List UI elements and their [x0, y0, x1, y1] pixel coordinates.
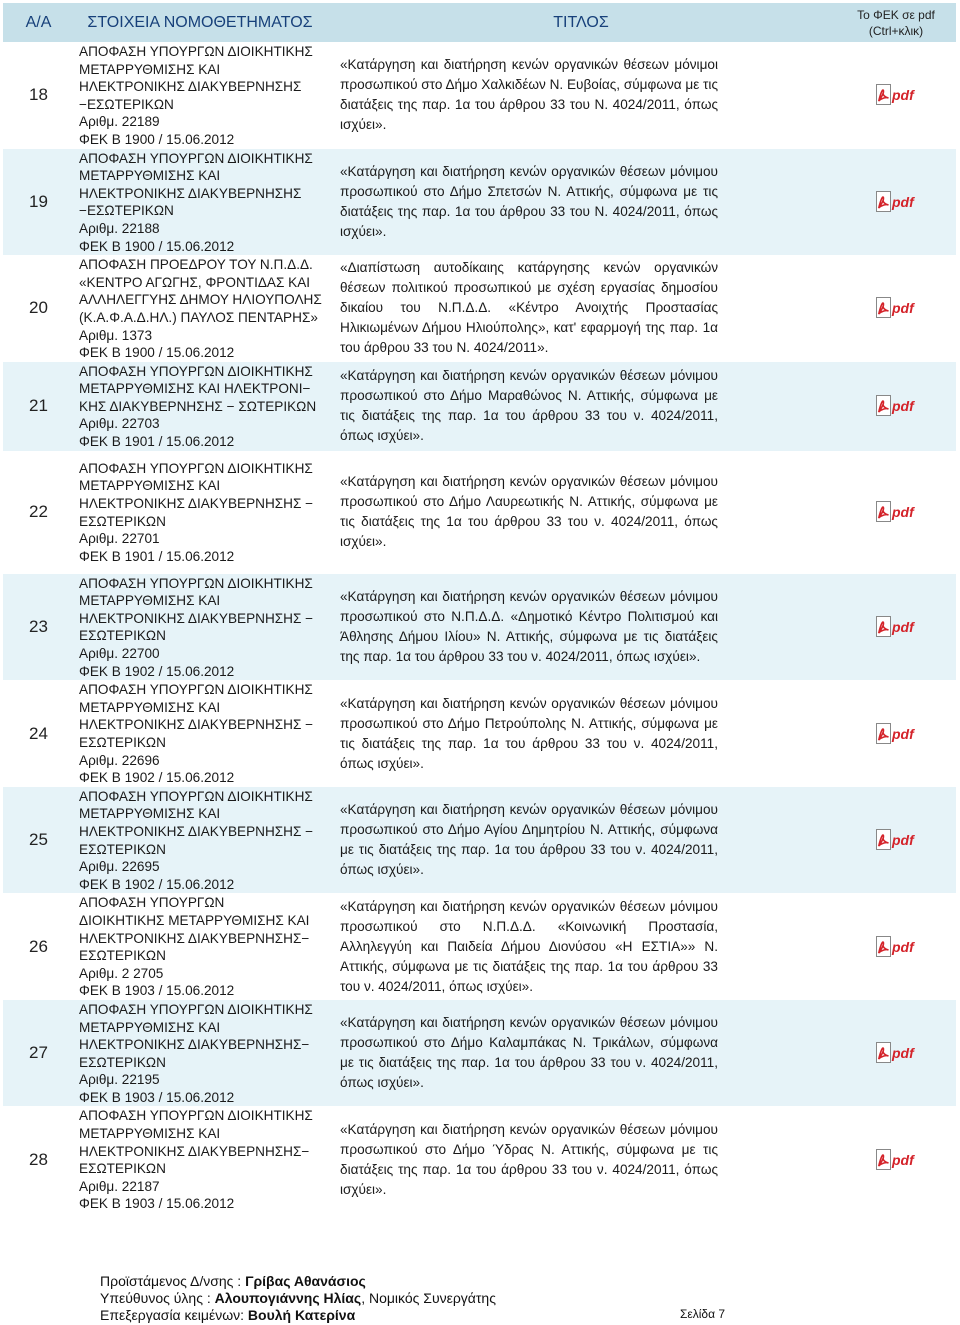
row-pdf-cell — [836, 680, 956, 787]
row-details: ΑΠΟΦΑΣΗ ΥΠΟΥΡΓΩΝ ΔΙΟΙΚΗΤΙΚΗΣ ΜΕΤΑΡΡΥΘΜΙΣΗΣ ΚΑΙ ΗΛΕΚΤΡΟΝΙΚΗΣ ΔΙΑΚΥΒΕΡΝΗΣΗΣ− ΕΣΩΤΕΡΙΚΩΝ Αριθμ. 2 2705 ΦΕΚ Β 1903 / 15.06.2012 — [79, 895, 310, 999]
table-row — [3, 680, 956, 787]
row-pdf-cell — [836, 893, 956, 1000]
row-details: ΑΠΟΦΑΣΗ ΥΠΟΥΡΓΩΝ ΔΙΟΙΚΗΤΙΚΗΣ ΜΕΤΑΡΡΥΘΜΙΣΗΣ ΚΑΙ ΗΛΕΚΤΡΟΝΙ− ΚΗΣ ΔΙΑΚΥΒΕΡΝΗΣΗΣ − ΣΩΤΕΡΙΚΩΝ Αριθμ. 22703 ΦΕΚ Β 1901 / 15.06.2012 — [74, 362, 326, 451]
pdf-link[interactable] — [876, 1044, 916, 1061]
row-number: 24 — [29, 723, 48, 743]
header-aa: Α/Α — [3, 3, 74, 42]
row-details: ΑΠΟΦΑΣΗ ΥΠΟΥΡΓΩΝ ΔΙΟΙΚΗΤΙΚΗΣ ΜΕΤΑΡΡΥΘΜΙΣΗΣ ΚΑΙ ΗΛΕΚΤΡΟΝΙΚΗΣ ΔΙΑΚΥΒΕΡΝΗΣΗΣ −ΕΣΩΤΕΡΙΚΩΝ Αριθμ. 22189 ΦΕΚ Β 1900 / 15.06.2012 — [79, 44, 313, 147]
pdf-link[interactable] — [876, 618, 916, 635]
row-number: 18 — [29, 85, 48, 105]
table-row — [3, 1000, 956, 1107]
row-pdf-cell — [836, 362, 956, 451]
row-pdf-cell — [836, 451, 956, 574]
pdf-icon[interactable] — [876, 1042, 916, 1064]
table-row — [3, 149, 956, 256]
row-number: 20 — [29, 298, 48, 318]
row-details: ΑΠΟΦΑΣΗ ΥΠΟΥΡΓΩΝ ΔΙΟΙΚΗΤΙΚΗΣ ΜΕΤΑΡΡΥΘΜΙΣΗΣ ΚΑΙ ΗΛΕΚΤΡΟΝΙΚΗΣ ΔΙΑΚΥΒΕΡΝΗΣΗΣ − ΕΣΩΤΕΡΙΚΩΝ Αριθμ. 22701 ΦΕΚ Β 1901 / 15.06.2012 — [79, 460, 314, 564]
pdf-link[interactable] — [876, 725, 916, 742]
director-name: Γρίβας Αθανάσιος — [245, 1273, 366, 1289]
pdf-link[interactable] — [876, 193, 916, 210]
pdf-icon-label: pdf — [892, 725, 914, 742]
header-details: ΣΤΟΙΧΕΙΑ ΝΟΜΟΘΕΤΗΜΑΤΟΣ — [74, 3, 326, 42]
pdf-icon[interactable] — [876, 395, 916, 417]
table-row — [3, 1106, 956, 1213]
row-title: «Κατάργηση και διατήρηση κενών οργανικών θέσεων μόνιμου προσωπικού στο Ν.Π.Δ.Δ. «Κοινωνική Προστασία, Αλληλεγγύη και Παιδεία Δήμου Διονύσου «Η ΕΣΤΙΑ»» Ν. Αττικής, σύμφωνα με τις διατάξεις της παρ. 1α του άρθρου 33 του ν. 4024/2011, όπως ισχύει». — [340, 898, 718, 994]
pdf-link[interactable] — [876, 300, 916, 317]
documents-table — [3, 3, 956, 1213]
row-pdf-cell — [836, 787, 956, 894]
pdf-icon-label: pdf — [892, 1151, 914, 1168]
row-pdf-cell — [836, 1000, 956, 1107]
row-title: «Κατάργηση και διατήρηση κενών οργανικών θέσεων μόνιμου προσωπικού στο Δήμο Σπετσών Ν. Αττικής, σύμφωνα με τις διατάξεις της παρ. 1α του άρθρου 33 του Ν. 4024/2011, όπως ισχύει». — [326, 149, 836, 256]
row-details: ΑΠΟΦΑΣΗ ΥΠΟΥΡΓΩΝ ΔΙΟΙΚΗΤΙΚΗΣ ΜΕΤΑΡΡΥΘΜΙΣΗΣ ΚΑΙ ΗΛΕΚΤΡΟΝΙΚΗΣ ΔΙΑΚΥΒΕΡΝΗΣΗΣ − ΕΣΩΤΕΡΙΚΩΝ Αριθμ. 22695 ΦΕΚ Β 1902 / 15.06.2012 — [74, 787, 326, 894]
row-title: «Κατάργηση και διατήρηση κενών οργανικών θέσεων μόνιμου προσωπικού στο Δήμο Λαυρεωτικής Ν. Αττικής, σύμφωνα με τις διατάξεις της 1α του άρθρου 33 του ν. 4024/2011, όπως ισχύει». — [340, 474, 718, 550]
pdf-link[interactable] — [876, 938, 916, 955]
pdf-icon[interactable] — [876, 936, 916, 958]
pdf-icon[interactable] — [876, 84, 916, 106]
pdf-icon-label: pdf — [892, 193, 914, 210]
footer-line-editor: Υπεύθυνος ύλης : Αλουπογιάννης Ηλίας, Νομικός Συνεργάτης — [100, 1290, 496, 1306]
pdf-icon[interactable] — [876, 616, 916, 638]
pdf-icon-label: pdf — [892, 300, 914, 317]
table-row — [3, 893, 956, 1000]
header-pdf: Το ΦΕΚ σε pdf (Ctrl+κλικ) — [836, 3, 956, 42]
row-title: «Διαπίστωση αυτοδίκαιης κατάργησης κενών οργανικών θέσεων πολιτικού προσωπικού με σχέση εργασίας δημοσίου δικαίου του Ν.Π.Δ.Δ. «Κέντρο Ανοιχτής Προστασίας Ηλικιωμένων Δήμου Ηλιούπολης», κατ' εφαρμογή της παρ. 1α του άρθρου 33 του Ν. 4024/2011». — [340, 260, 718, 356]
pdf-icon[interactable] — [876, 723, 916, 745]
pdf-icon-label: pdf — [892, 618, 914, 635]
table-row — [3, 787, 956, 894]
row-title: «Κατάργηση και διατήρηση κενών οργανικών θέσεων μόνιμου προσωπικού στο Ν.Π.Δ.Δ. «Δημοτικό Κέντρο Πολιτισμού και Άθλησης Δήμου Ιλίου» Ν. Αττικής, σύμφωνα με τις διατάξεις της παρ. 1α του άρθρου 33 του ν. 4024/2011, όπως ισχύει». — [326, 574, 836, 681]
table-header — [3, 3, 956, 42]
pdf-icon-label: pdf — [892, 832, 914, 849]
table-row — [3, 362, 956, 451]
pdf-icon[interactable] — [876, 297, 916, 319]
row-details: ΑΠΟΦΑΣΗ ΥΠΟΥΡΓΩΝ ΔΙΟΙΚΗΤΙΚΗΣ ΜΕΤΑΡΡΥΘΜΙΣΗΣ ΚΑΙ ΗΛΕΚΤΡΟΝΙΚΗΣ ΔΙΑΚΥΒΕΡΝΗΣΗΣ− ΕΣΩΤΕΡΙΚΩΝ Αριθμ. 22195 ΦΕΚ Β 1903 / 15.06.2012 — [74, 1000, 326, 1107]
row-details: ΑΠΟΦΑΣΗ ΥΠΟΥΡΓΩΝ ΔΙΟΙΚΗΤΙΚΗΣ ΜΕΤΑΡΡΥΘΜΙΣΗΣ ΚΑΙ ΗΛΕΚΤΡΟΝΙΚΗΣ ΔΙΑΚΥΒΕΡΝΗΣΗΣ − ΕΣΩΤΕΡΙΚΩΝ Αριθμ. 22696 ΦΕΚ Β 1902 / 15.06.2012 — [79, 682, 314, 786]
table-row — [3, 255, 956, 362]
pdf-icon-label: pdf — [892, 1045, 914, 1062]
row-number: 19 — [3, 149, 74, 256]
pdf-icon[interactable] — [876, 191, 916, 213]
row-pdf-cell — [836, 574, 956, 681]
pdf-icon-label: pdf — [892, 938, 914, 955]
row-title: «Κατάργηση και διατήρηση κενών οργανικών θέσεων μόνιμου προσωπικού στο Δήμο Μαραθώνος Ν. Αττικής, σύμφωνα με τις διατάξεις της παρ. 1α του άρθρου 33 του ν. 4024/2011, όπως ισχύει». — [326, 362, 836, 451]
pdf-icon-label: pdf — [892, 87, 914, 104]
row-title: «Κατάργηση και διατήρηση κενών οργανικών θέσεων μόνιμου προσωπικού στο Δήμο Ύδρας Ν. Αττικής, σύμφωνα με τις διατάξεις της παρ. 1α του άρθρου 33 του ν. 4024/2011, όπως ισχύει». — [340, 1121, 718, 1197]
table-row — [3, 451, 956, 574]
pdf-link[interactable] — [876, 397, 916, 414]
row-number: 27 — [3, 1000, 74, 1107]
row-number: 21 — [3, 362, 74, 451]
row-pdf-cell — [836, 149, 956, 256]
row-details: ΑΠΟΦΑΣΗ ΠΡΟΕΔΡΟΥ ΤΟΥ Ν.Π.Δ.Δ. «ΚΕΝΤΡΟ ΑΓΩΓΗΣ, ΦΡΟΝΤΙΔΑΣ ΚΑΙ ΑΛΛΗΛΕΓΓΥΗΣ ΔΗΜΟΥ ΗΛΙΟΥΠΟΛΗΣ (Κ.Α.Φ.Α.Δ.ΗΛ.) ΠΑΥΛΟΣ ΠΕΝΤΑΡΗΣ» Αριθμ. 1373 ΦΕΚ Β 1900 / 15.06.2012 — [79, 257, 322, 361]
pdf-link[interactable] — [876, 831, 916, 848]
row-title: «Κατάργηση και διατήρηση κενών οργανικών θέσεων μόνιμου προσωπικού στο Δήμο Καλαμπάκας Ν. Τρικάλων, σύμφωνα με τις διατάξεις της παρ. 1α του άρθρου 33 του ν. 4024/2011, όπως ισχύει». — [326, 1000, 836, 1107]
row-number: 26 — [29, 936, 48, 956]
row-number: 25 — [3, 787, 74, 894]
row-title: «Κατάργηση και διατήρηση κενών οργανικών θέσεων μόνιμου προσωπικού στο Δήμο Αγίου Δημητρίου Ν. Αττικής, σύμφωνα με τις διατάξεις της παρ. 1α του άρθρου 33 του ν. 4024/2011, όπως ισχύει». — [326, 787, 836, 894]
pdf-link[interactable] — [876, 87, 916, 104]
footer-line-director: Προϊστάμενος Δ/νσης : Γρίβας Αθανάσιος — [100, 1273, 366, 1289]
pdf-icon-label: pdf — [892, 398, 914, 415]
row-title: «Κατάργηση και διατήρηση κενών οργανικών θέσεων μόνιμοι προσωπικού στο Δήμο Χαλκιδέων Ν. Ευβοίας, σύμφωνα με τις διατάξεις της παρ. 1α του άρθρου 33 του Ν. 4024/2011, όπως ισχύει». — [340, 57, 718, 133]
row-pdf-cell — [836, 42, 956, 149]
row-title: «Κατάργηση και διατήρηση κενών οργανικών θέσεων μόνιμου προσωπικού στο Δήμο Πετρούπολης Ν. Αττικής, σύμφωνα με τις διατάξεις της παρ. 1α του άρθρου 33 του ν. 4024/2011, όπως ισχύει». — [340, 695, 718, 771]
processor-name: Βουλή Κατερίνα — [247, 1307, 356, 1323]
row-details: ΑΠΟΦΑΣΗ ΥΠΟΥΡΓΩΝ ΔΙΟΙΚΗΤΙΚΗΣ ΜΕΤΑΡΡΥΘΜΙΣΗΣ ΚΑΙ ΗΛΕΚΤΡΟΝΙΚΗΣ ΔΙΑΚΥΒΕΡΝΗΣΗΣ −ΕΣΩΤΕΡΙΚΩΝ Αριθμ. 22188 ΦΕΚ Β 1900 / 15.06.2012 — [74, 149, 326, 256]
page-number: Σελίδα 7 — [680, 1307, 726, 1321]
pdf-icon[interactable] — [876, 501, 916, 523]
pdf-link[interactable] — [876, 503, 916, 520]
row-number: 23 — [3, 574, 74, 681]
editor-name: Αλουπογιάννης Ηλίας — [214, 1290, 362, 1306]
row-pdf-cell — [836, 1106, 956, 1213]
pdf-icon[interactable] — [876, 829, 916, 851]
row-number: 28 — [29, 1149, 48, 1169]
table-row — [3, 42, 956, 149]
header-title: ΤΙΤΛΟΣ — [326, 3, 836, 42]
pdf-icon[interactable] — [876, 1149, 916, 1171]
table-row — [3, 574, 956, 681]
row-details: ΑΠΟΦΑΣΗ ΥΠΟΥΡΓΩΝ ΔΙΟΙΚΗΤΙΚΗΣ ΜΕΤΑΡΡΥΘΜΙΣΗΣ ΚΑΙ ΗΛΕΚΤΡΟΝΙΚΗΣ ΔΙΑΚΥΒΕΡΝΗΣΗΣ− ΕΣΩΤΕΡΙΚΩΝ Αριθμ. 22187 ΦΕΚ Β 1903 / 15.06.2012 — [79, 1108, 313, 1212]
footer-line-processing: Επεξεργασία κειμένων: Βουλή Κατερίνα — [100, 1307, 356, 1323]
footer — [100, 1273, 496, 1324]
row-details: ΑΠΟΦΑΣΗ ΥΠΟΥΡΓΩΝ ΔΙΟΙΚΗΤΙΚΗΣ ΜΕΤΑΡΡΥΘΜΙΣΗΣ ΚΑΙ ΗΛΕΚΤΡΟΝΙΚΗΣ ΔΙΑΚΥΒΕΡΝΗΣΗΣ − ΕΣΩΤΕΡΙΚΩΝ Αριθμ. 22700 ΦΕΚ Β 1902 / 15.06.2012 — [74, 574, 326, 681]
pdf-link[interactable] — [876, 1151, 916, 1168]
row-number: 22 — [29, 502, 48, 522]
row-pdf-cell — [836, 255, 956, 362]
pdf-icon-label: pdf — [892, 504, 914, 521]
